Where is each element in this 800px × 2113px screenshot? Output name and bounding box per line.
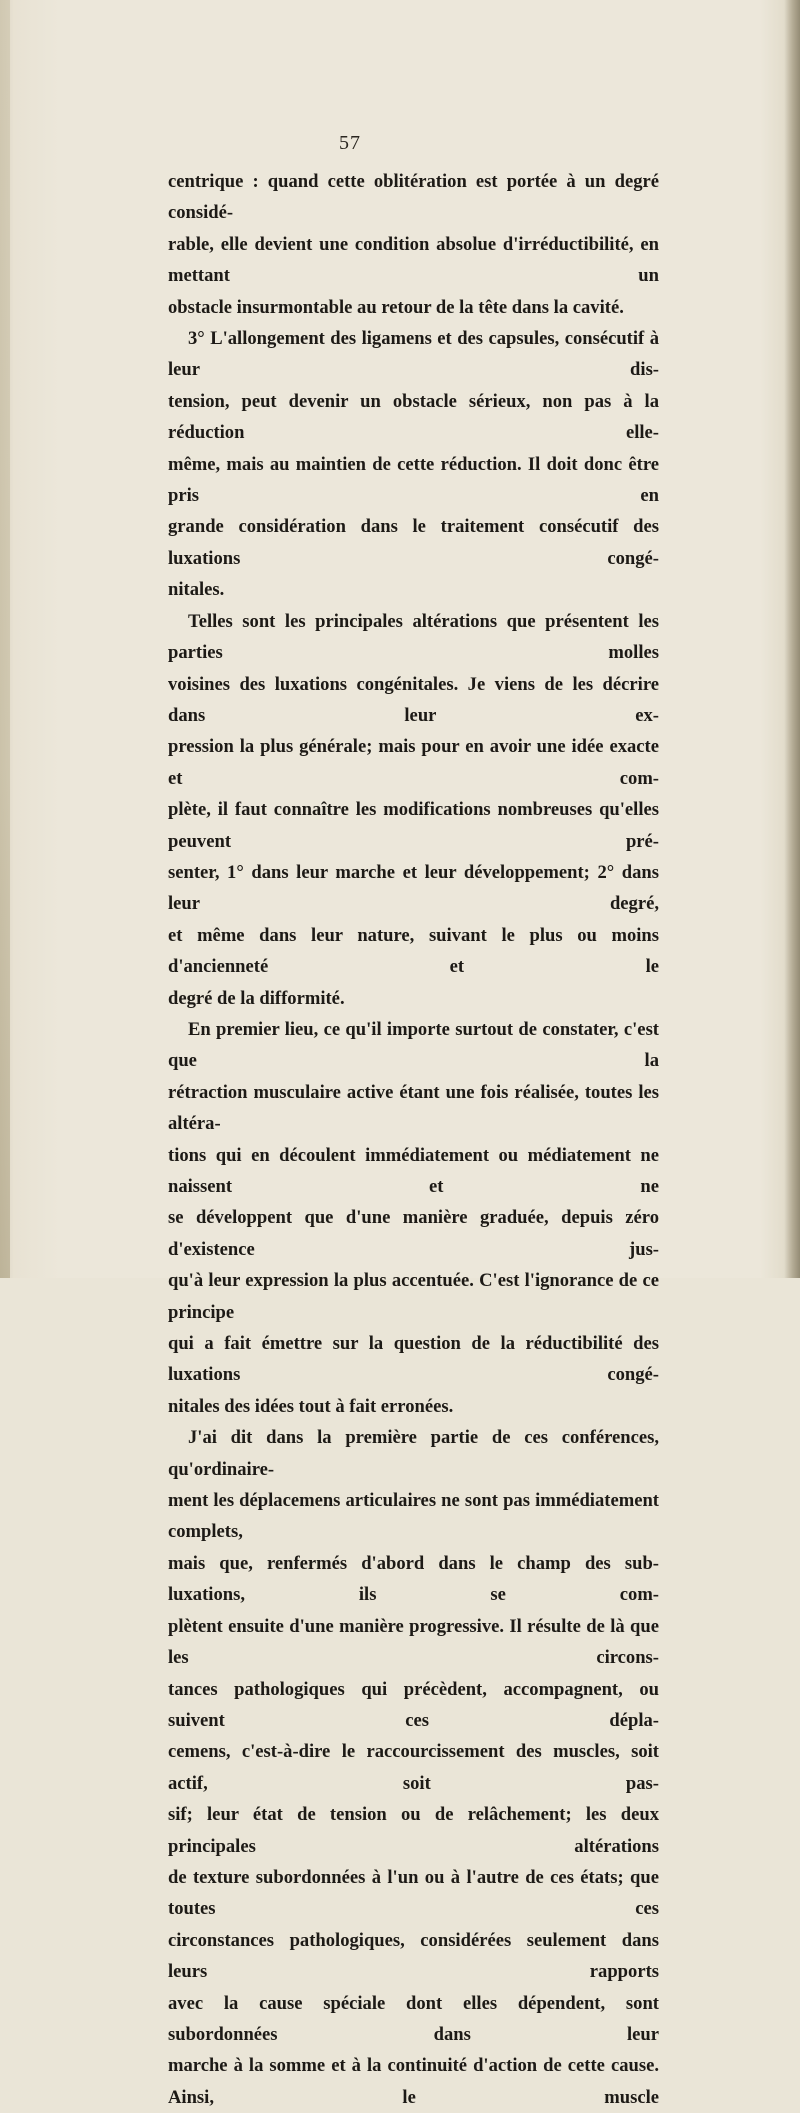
text-line: circonstances pathologiques, considérées seulement dans leurs rapports [168, 1929, 659, 1983]
text-line: Telles sont les principales altérations que présentent les parties molles [168, 610, 659, 664]
text-line: voisines des luxations congénitales. Je viens de les décrire dans leur ex- [168, 673, 659, 726]
page-number: 57 [339, 132, 361, 154]
text-line: même, mais au maintien de cette réduction. Il doit donc être pris en [168, 453, 659, 507]
text-line: tions qui en découlent immédiatement ou médiatement ne naissent et ne [168, 1144, 659, 1197]
text-line: rétraction musculaire active étant une fois réalisée, toutes les altéra- [168, 1081, 659, 1135]
text-line: mais que, renfermés d'abord dans le champ des sub-luxations, ils se com- [168, 1552, 659, 1606]
text-line: obstacle insurmontable au retour de la tête dans la cavité. [168, 296, 624, 318]
text-line: qui a fait émettre sur la question de la réductibilité des luxations congé- [168, 1333, 659, 1386]
text-line: rable, elle devient une condition absolue d'irréductibilité, en mettant un [168, 233, 659, 287]
text-line: tances pathologiques qui précèdent, accompagnent, ou suivent ces dépla- [168, 1678, 659, 1731]
text-line: nitales des idées tout à fait erronées. [168, 1395, 454, 1417]
page-edge-shadow [784, 0, 800, 1278]
text-line: sif; leur état de tension ou de relâchement; les deux principales altérations [168, 1804, 659, 1857]
text-line: J'ai dit dans la première partie de ces conférences, qu'ordinaire- [168, 1427, 659, 1480]
text-line: et même dans leur nature, suivant le plus ou moins d'ancienneté et le [168, 924, 659, 978]
text-line: cemens, c'est-à-dire le raccourcissement des muscles, soit actif, soit pas- [168, 1741, 659, 1794]
text-line: tension, peut devenir un obstacle sérieux, non pas à la réduction elle- [168, 390, 659, 444]
text-line: plète, il faut connaître les modifications nombreuses qu'elles peuvent pré- [168, 799, 659, 852]
page-gutter-shadow [0, 0, 10, 1278]
text-line: marche à la somme et à la continuité d'action de cette cause. Ainsi, le muscle [168, 2055, 659, 2108]
text-line: pression la plus générale; mais pour en avoir une idée exacte et com- [168, 736, 659, 789]
text-line: En premier lieu, ce qu'il importe surtout de constater, c'est que la [168, 1018, 659, 1072]
text-line: nitales. [168, 579, 225, 601]
text-line: se développent que d'une manière graduée, depuis zéro d'existence jus- [168, 1207, 659, 1260]
text-line: senter, 1° dans leur marche et leur développement; 2° dans leur degré, [168, 861, 659, 915]
body-text [168, 166, 659, 2113]
text-line: 3° L'allongement des ligamens et des capsules, consécutif à leur dis- [168, 328, 659, 381]
text-line: grande considération dans le traitement consécutif des luxations congé- [168, 516, 659, 569]
text-line: plètent ensuite d'une manière progressive. Il résulte de là que les circons- [168, 1615, 659, 1669]
text-line: avec la cause spéciale dont elles dépendent, sont subordonnées dans leur [168, 1992, 659, 2045]
text-line: qu'à leur expression la plus accentuée. C'est l'ignorance de ce principe [168, 1270, 659, 1323]
text-line: degré de la difformité. [168, 987, 345, 1009]
text-line: de texture subordonnées à l'un ou à l'autre de ces états; que toutes ces [168, 1866, 659, 1920]
text-line: ment les déplacemens articulaires ne sont pas immédiatement complets, [168, 1490, 659, 1543]
text-line: centrique : quand cette oblitération est portée à un degré considé- [168, 171, 659, 224]
